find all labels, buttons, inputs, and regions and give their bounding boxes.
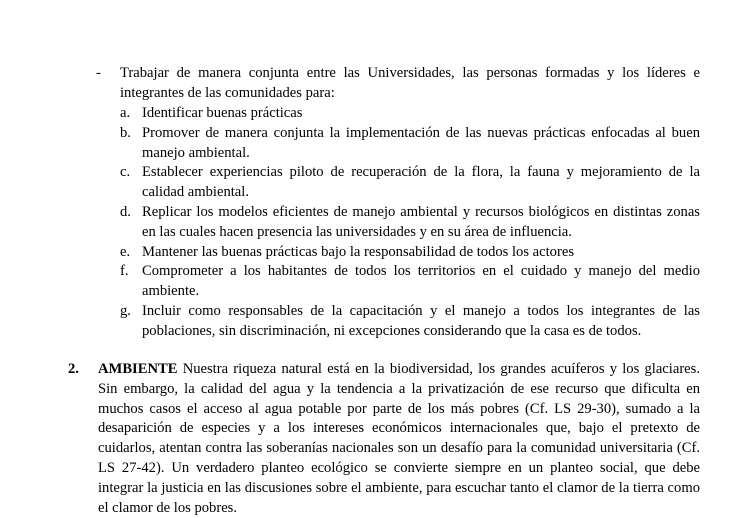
list-marker: b. — [120, 124, 131, 141]
list-item-text: Identificar buenas prácticas — [142, 105, 303, 121]
list-marker: g. — [120, 302, 131, 319]
list-item-e — [120, 243, 700, 263]
section-heading: AMBIENTE — [98, 361, 178, 377]
list-marker: a. — [120, 105, 131, 121]
list-item-text: Comprometer a los habitantes de todos los territorios en el cuidado y manejo del medio ambiente. — [142, 263, 700, 300]
list-item-text: Establecer experiencias piloto de recuperación de la flora, la fauna y mejoramiento de la calidad ambiental. — [142, 164, 700, 201]
dash-item-text: Trabajar de manera conjunta entre las Universidades, las personas formadas y los líderes e integrantes de las comunidades para: — [120, 65, 700, 101]
list-item-d — [120, 203, 700, 243]
list-marker: c. — [120, 164, 131, 181]
list-item-text: Mantener las buenas prácticas bajo la responsabilidad de todos los actores — [142, 243, 574, 260]
list-item-c — [120, 163, 700, 203]
dash-marker: - — [96, 65, 101, 81]
dash-list-item — [96, 64, 700, 104]
section-body: Nuestra riqueza natural está en la biodiversidad, los grandes acuíferos y los glaciares. Sin embargo, la calidad del agua y la tendencia a la privatización de ese recurso que dificulta en muchos casos el acceso al agua potable por parte de los más pobres (Cf. LS 29-30), sumado a la desaparición de especies y a los intereses económicos internacionales que, bajo el pretexto de cuidarlos, atentan contra las soberanías nacionales son un desafío para la comunidad universitaria (Cf. LS 27-42). Un verdadero planteo ecológico se convierte siempre en un planteo social, que debe integrar la justicia en las discusiones sobre el ambiente, para escuchar tanto el clamor de la tierra como el clamor de los pobres. — [98, 361, 700, 516]
list-item-b — [120, 124, 700, 164]
list-item-text: Promover de manera conjunta la implementación de las nuevas prácticas enfocadas al buen manejo ambiental. — [142, 124, 700, 161]
sub-list — [120, 104, 700, 342]
list-marker: f. — [120, 263, 129, 280]
list-item-text: Incluir como responsables de la capacitación y el manejo a todos los integrantes de las poblaciones, sin discriminación, ni excepciones considerando que la casa es de todos. — [142, 302, 700, 339]
section-2 — [68, 360, 700, 518]
list-item-g — [120, 302, 700, 342]
list-marker: d. — [120, 203, 131, 220]
section-paragraph — [98, 360, 700, 518]
list-marker: e. — [120, 243, 131, 260]
list-item-a — [120, 104, 700, 124]
section-number: 2. — [68, 361, 79, 377]
list-item-text: Replicar los modelos eficientes de manejo ambiental y recursos biológicos en distintas zonas en las cuales hacen presencia las universidades y en su área de influencia. — [142, 203, 700, 240]
list-item-f — [120, 262, 700, 302]
